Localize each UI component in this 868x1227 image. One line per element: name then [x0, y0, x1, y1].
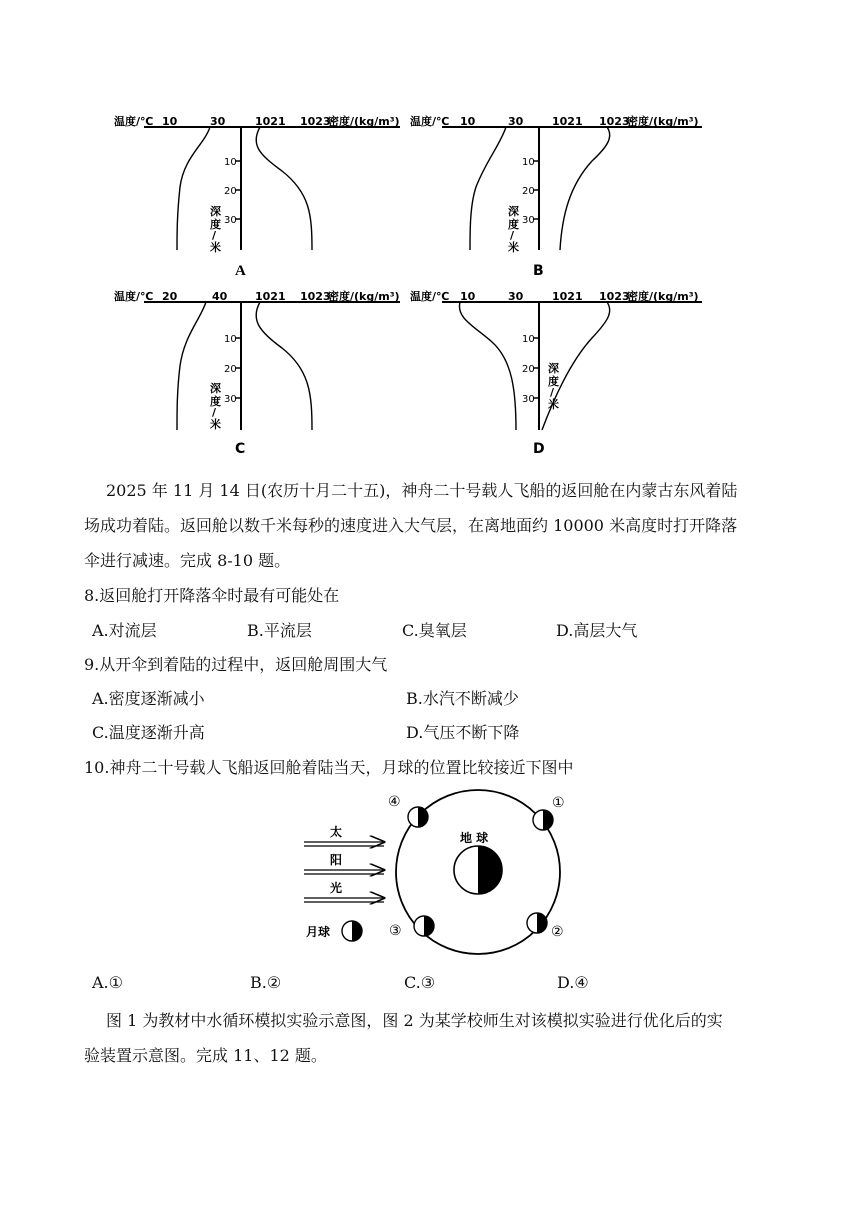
- density-curve: [256, 302, 312, 430]
- moon-phase-diagram: [300, 788, 590, 958]
- temp-tick-right: 30: [508, 115, 524, 128]
- temp-tick-right: 40: [212, 290, 228, 303]
- temperature-curve: [177, 302, 206, 430]
- depth-axis-char: 米: [210, 418, 221, 431]
- depth-tick: 30: [224, 215, 237, 226]
- density-tick-left: 1021: [552, 115, 583, 128]
- question-10-stem: 10.神舟二十号载人飞船返回舱着陆当天，月球的位置比较接近下图中: [84, 758, 574, 777]
- panel-label-c: C: [235, 441, 246, 457]
- question-8-stem: 8.返回舱打开降落伞时最有可能处在: [84, 586, 340, 605]
- passage1-line3: 伞进行减速。完成 8-10 题。: [84, 551, 291, 570]
- depth-axis-char: 米: [508, 241, 519, 254]
- temp-axis-label: 温度/℃: [410, 290, 450, 303]
- depth-axis-char: /: [212, 229, 217, 242]
- position-number-4: ④: [388, 794, 401, 810]
- depth-axis-char: 度: [548, 375, 559, 388]
- question-8-option-c[interactable]: C.臭氧层: [402, 621, 467, 640]
- temp-tick-left: 20: [162, 290, 178, 303]
- depth-axis-char: 深: [210, 382, 221, 395]
- position-number-3: ③: [389, 923, 402, 939]
- temp-axis-label: 温度/℃: [114, 115, 154, 128]
- question-10-option-d[interactable]: D.④: [557, 973, 589, 992]
- depth-tick: 30: [522, 215, 535, 226]
- temperature-curve: [459, 302, 516, 430]
- moon-position-1: [533, 810, 553, 830]
- depth-axis-char: 米: [210, 241, 221, 254]
- question-8-option-b[interactable]: B.平流层: [247, 621, 312, 640]
- depth-axis-char: 深: [508, 205, 519, 218]
- depth-tick: 20: [224, 186, 237, 197]
- panel-label-b: B: [533, 263, 544, 279]
- density-tick-right: 1023: [599, 115, 630, 128]
- density-tick-left: 1021: [255, 115, 286, 128]
- depth-tick: 20: [224, 364, 237, 375]
- density-axis-label: 密度/(kg/m³): [627, 290, 699, 303]
- depth-axis-char: 深: [210, 205, 221, 218]
- temperature-curve: [470, 127, 506, 250]
- sunlight-label-char: 光: [330, 881, 343, 895]
- moon-legend-icon: [342, 921, 362, 941]
- depth-axis-char: 度: [210, 395, 221, 408]
- depth-axis-char: 深: [548, 362, 559, 375]
- question-10-option-c[interactable]: C.③: [404, 973, 436, 992]
- question-9-stem: 9.从开伞到着陆的过程中，返回舱周围大气: [84, 655, 388, 674]
- question-9-option-c[interactable]: C.温度逐渐升高: [92, 723, 205, 742]
- depth-axis-char: 米: [548, 398, 559, 411]
- moon-position-4: [408, 807, 428, 827]
- question-10-option-a[interactable]: A.①: [92, 973, 123, 992]
- question-9-option-b[interactable]: B.水汽不断减少: [406, 689, 519, 708]
- moon-position-3: [414, 916, 434, 936]
- density-curve: [560, 127, 610, 250]
- temp-axis-label: 温度/℃: [114, 290, 154, 303]
- density-tick-left: 1021: [552, 290, 583, 303]
- depth-axis-char: /: [550, 386, 555, 399]
- question-10-option-b[interactable]: B.②: [250, 973, 282, 992]
- panel-label-a: A: [235, 263, 246, 279]
- density-tick-left: 1021: [255, 290, 286, 303]
- density-axis-label: 密度/(kg/m³): [328, 115, 400, 128]
- density-axis-label: 密度/(kg/m³): [328, 290, 400, 303]
- temp-tick-left: 10: [162, 115, 178, 128]
- depth-axis-char: 度: [210, 218, 221, 231]
- panel-c: [114, 289, 400, 431]
- depth-tick: 20: [522, 186, 535, 197]
- position-number-1: ①: [552, 795, 565, 811]
- passage2-line2: 验装置示意图。完成 11、12 题。: [84, 1046, 327, 1065]
- panel-label-d: D: [533, 441, 545, 457]
- density-tick-right: 1023: [300, 290, 331, 303]
- panel-a: [114, 114, 400, 254]
- question-9-option-d[interactable]: D.气压不断下降: [406, 723, 520, 742]
- sunlight-label-char: 太: [330, 825, 343, 839]
- depth-tick: 10: [224, 334, 237, 345]
- moon-legend-label: 月球: [306, 925, 331, 939]
- sunlight-label-char: 阳: [330, 853, 343, 867]
- temp-tick-right: 30: [508, 290, 524, 303]
- passage1-line1: 2025 年 11 月 14 日(农历十月二十五)，神舟二十号载人飞船的返回舱在内蒙古东风着陆: [106, 481, 738, 500]
- question-8-option-a[interactable]: A.对流层: [92, 621, 157, 640]
- depth-tick: 10: [522, 157, 535, 168]
- depth-tick: 30: [224, 394, 237, 405]
- question-9-option-a[interactable]: A.密度逐渐减小: [92, 689, 205, 708]
- question-8-option-d[interactable]: D.高层大气: [556, 621, 638, 640]
- panel-d: [410, 289, 702, 430]
- depth-tick: 10: [224, 157, 237, 168]
- depth-tick: 20: [522, 364, 535, 375]
- depth-tick: 10: [522, 334, 535, 345]
- depth-axis-char: /: [212, 406, 217, 419]
- density-tick-right: 1023: [300, 115, 331, 128]
- depth-axis-char: /: [510, 229, 515, 242]
- passage1-line2: 场成功着陆。返回舱以数千米每秒的速度进入大气层，在离地面约 10000 米高度时打开降落: [84, 516, 738, 535]
- passage2-line1: 图 1 为教材中水循环模拟实验示意图，图 2 为某学校师生对该模拟实验进行优化后的实: [106, 1011, 723, 1030]
- position-number-2: ②: [551, 924, 564, 940]
- density-axis-label: 密度/(kg/m³): [627, 115, 699, 128]
- temp-axis-label: 温度/℃: [410, 115, 450, 128]
- ocean-profile-figure: [100, 105, 720, 460]
- temperature-curve: [177, 127, 210, 250]
- density-tick-right: 1023: [599, 290, 630, 303]
- depth-tick: 30: [522, 394, 535, 405]
- earth-label: 地 球: [460, 831, 489, 845]
- moon-position-2: [527, 913, 547, 933]
- earth-icon: [454, 846, 502, 894]
- temp-tick-left: 10: [460, 290, 476, 303]
- temp-tick-right: 30: [210, 115, 226, 128]
- temp-tick-left: 10: [460, 115, 476, 128]
- panel-b: [410, 114, 702, 254]
- sunlight-arrows: [304, 842, 384, 902]
- density-curve: [256, 127, 312, 250]
- depth-axis-char: 度: [508, 218, 519, 231]
